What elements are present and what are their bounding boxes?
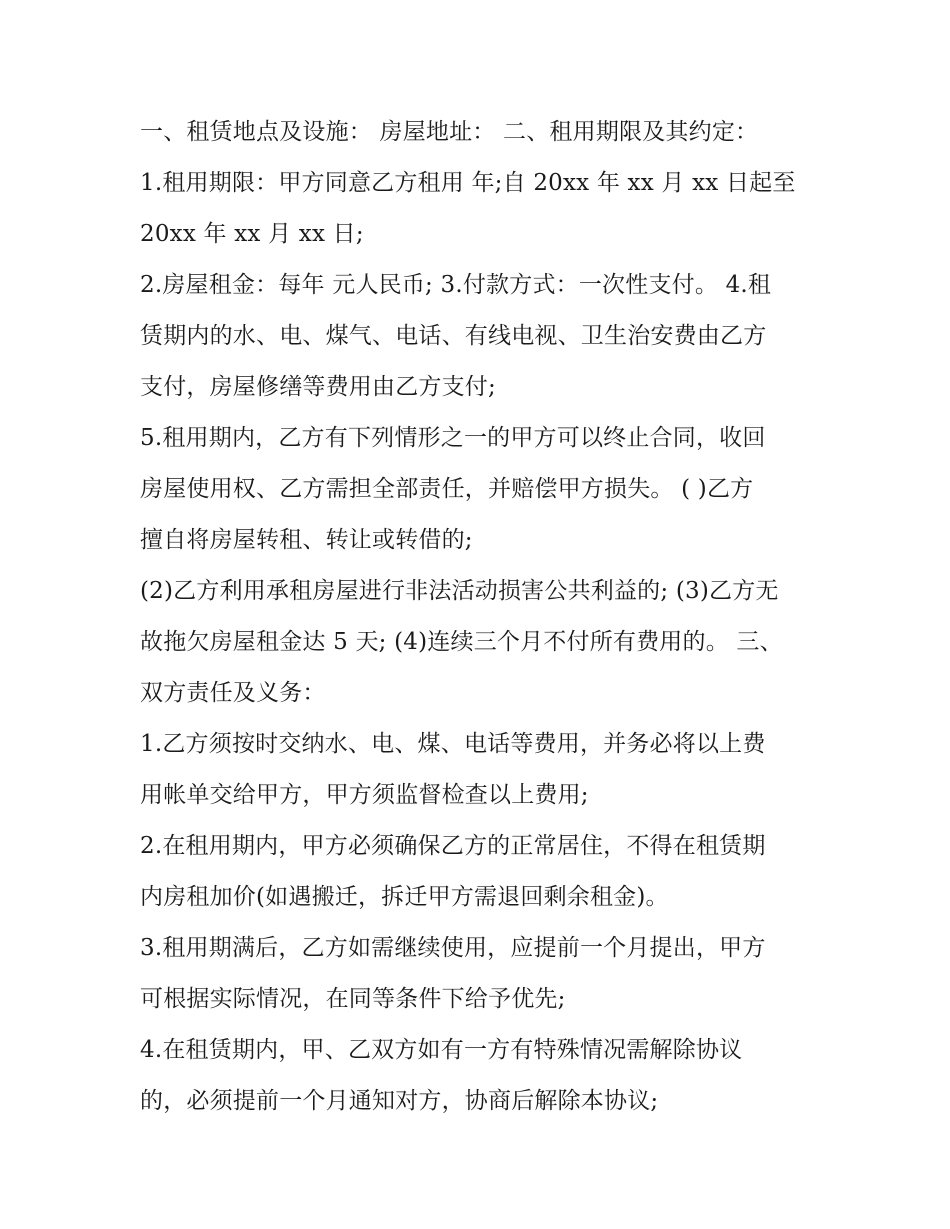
text-line-20: 的，必须提前一个月通知对方，协商后解除本协议; — [140, 1088, 659, 1114]
contract-body — [140, 107, 830, 1127]
text-line-6: 支付，房屋修缮等费用由乙方支付; — [140, 374, 496, 400]
text-line-4: 2.房屋租金：每年 元人民币; 3.付款方式：一次性支付。 4.租 — [140, 272, 772, 298]
text-line-19: 4.在租赁期内，甲、乙双方如有一方有特殊情况需解除协议 — [140, 1037, 743, 1063]
text-line-12: 双方责任及义务： — [140, 680, 326, 706]
text-line-7: 5.租用期内，乙方有下列情形之一的甲方可以终止合同，收回 — [140, 425, 766, 451]
text-line-15: 2.在租用期内，甲方必须确保乙方的正常居住，不得在租赁期 — [140, 833, 766, 859]
text-line-5: 赁期内的水、电、煤气、电话、有线电视、卫生治安费由乙方 — [140, 323, 767, 349]
text-line-8: 房屋使用权、乙方需担全部责任，并赔偿甲方损失。 ( )乙方 — [140, 476, 754, 502]
text-line-10: (2)乙方利用承租房屋进行非法活动损害公共利益的; (3)乙方无 — [140, 578, 779, 604]
text-line-18: 可根据实际情况，在同等条件下给予优先; — [140, 986, 566, 1012]
text-line-9: 擅自将房屋转租、转让或转借的; — [140, 527, 473, 553]
text-line-11: 故拖欠房屋租金达 5 天; (4)连续三个月不付所有费用的。 三、 — [140, 629, 783, 655]
text-line-17: 3.租用期满后，乙方如需继续使用，应提前一个月提出，甲方 — [140, 935, 766, 961]
text-line-13: 1.乙方须按时交纳水、电、煤、电话等费用，并务必将以上费 — [140, 731, 766, 757]
text-line-3: 20xx 年 xx 月 xx 日; — [140, 221, 364, 247]
text-line-1: 一、租赁地点及设施： 房屋地址： 二、租用期限及其约定： — [140, 119, 759, 145]
text-line-14: 用帐单交给甲方，甲方须监督检查以上费用; — [140, 782, 589, 808]
text-line-2: 1.租用期限：甲方同意乙方租用 年;自 20xx 年 xx 月 xx 日起至 — [140, 170, 796, 196]
text-line-16: 内房租加价(如遇搬迁，拆迁甲方需退回剩余租金)。 — [140, 884, 669, 910]
